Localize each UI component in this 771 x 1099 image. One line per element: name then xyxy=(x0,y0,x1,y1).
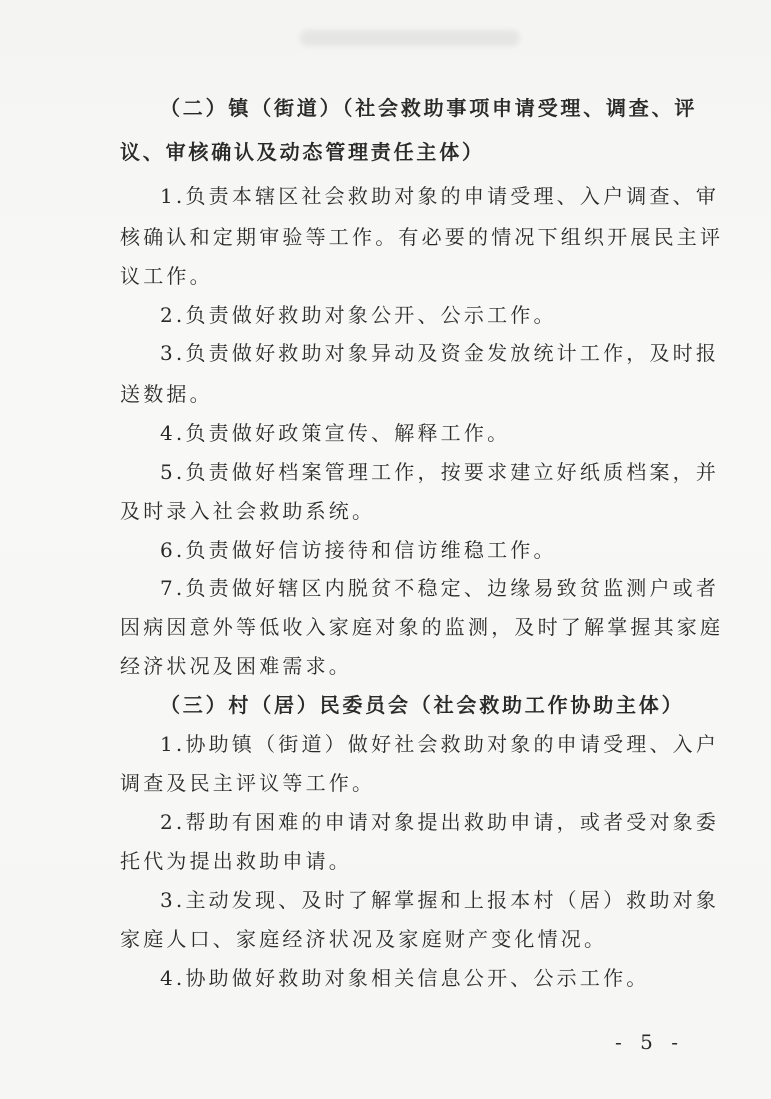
section-heading-town-line-1: （二）镇（街道）（社会救助事项申请受理、调查、评 xyxy=(160,96,698,120)
item-town-3-line-2: 送数据。 xyxy=(120,382,213,406)
item-village-2-line-2: 托代为提出救助申请。 xyxy=(120,849,352,873)
item-town-7-line-1: 7.负责做好辖区内脱贫不稳定、边缘易致贫监测户或者 xyxy=(160,576,720,600)
item-village-4: 4.协助做好救助对象相关信息公开、公示工作。 xyxy=(160,966,650,990)
item-town-2: 2.负责做好救助对象公开、公示工作。 xyxy=(160,303,557,327)
item-town-6: 6.负责做好信访接待和信访维稳工作。 xyxy=(160,538,557,562)
item-town-7-line-2: 因病因意外等低收入家庭对象的监测，及时了解掌握其家庭 xyxy=(120,615,724,639)
item-town-1-line-3: 议工作。 xyxy=(120,264,213,288)
item-village-1-line-2: 调查及民主评议等工作。 xyxy=(120,771,376,795)
item-town-1-line-2: 核确认和定期审验等工作。有必要的情况下组织开展民主评 xyxy=(120,225,724,249)
item-town-1-line-1: 1.负责本辖区社会救助对象的申请受理、入户调查、审 xyxy=(160,184,720,208)
item-town-5-line-2: 及时录入社会救助系统。 xyxy=(120,499,376,523)
page-number: - 5 - xyxy=(615,1030,684,1054)
item-town-4: 4.负责做好政策宣传、解释工作。 xyxy=(160,421,511,445)
item-village-2-line-1: 2.帮助有困难的申请对象提出救助申请，或者受对象委 xyxy=(160,810,720,834)
item-village-3-line-2: 家庭人口、家庭经济状况及家庭财产变化情况。 xyxy=(120,927,608,951)
section-heading-village: （三）村（居）民委员会（社会救助工作协助主体） xyxy=(160,693,685,717)
bleed-through-mark xyxy=(300,30,520,46)
item-town-5-line-1: 5.负责做好档案管理工作，按要求建立好纸质档案，并 xyxy=(160,460,720,484)
item-town-7-line-3: 经济状况及困难需求。 xyxy=(120,654,352,678)
item-village-3-line-1: 3.主动发现、及时了解掌握和上报本村（居）救助对象 xyxy=(160,888,720,912)
item-village-1-line-1: 1.协助镇（街道）做好社会救助对象的申请受理、入户 xyxy=(160,732,720,756)
item-town-3-line-1: 3.负责做好救助对象异动及资金发放统计工作，及时报 xyxy=(160,341,720,365)
section-heading-town-line-2: 议、审核确认及动态管理责任主体） xyxy=(120,140,485,164)
